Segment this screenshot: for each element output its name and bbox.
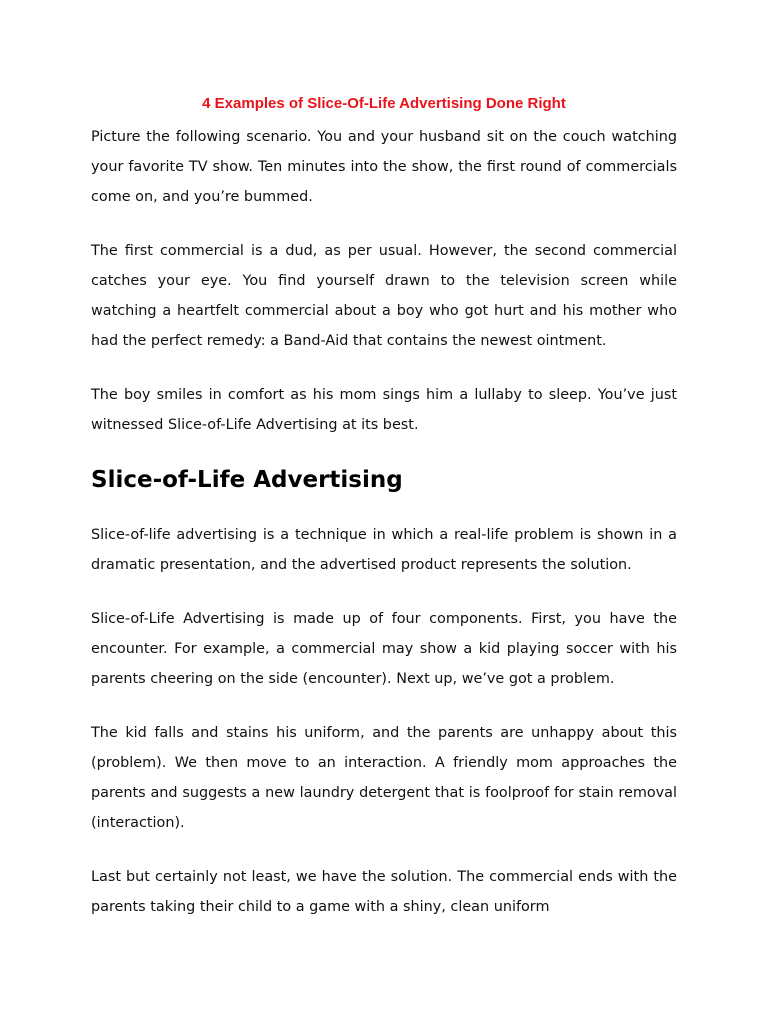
document-body [91,92,677,922]
paragraph-lullaby: The boy smiles in comfort as his mom sings him a lullaby to sleep. You’ve just witnessed Slice-of-Life Advertising at its best. [91,387,677,433]
paragraph-scenario: Picture the following scenario. You and your husband sit on the couch watching your favorite TV show. Ten minutes into the show, the first round of commercials come on, and you’re bummed. [91,129,677,205]
paragraph-definition: Slice-of-life advertising is a technique in which a real-life problem is shown in a dramatic presentation, and the advertised product represents the solution. [91,527,677,573]
paragraph-solution: Last but certainly not least, we have the solution. The commercial ends with the parents taking their child to a game with a shiny, clean uniform [91,869,677,915]
paragraph-components: Slice-of-Life Advertising is made up of four components. First, you have the encounter. For example, a commercial may show a kid playing soccer with his parents cheering on the side (encounter). Next up, we’ve got a problem. [91,611,677,687]
paragraph-commercial: The first commercial is a dud, as per usual. However, the second commercial catches your eye. You find yourself drawn to the television screen while watching a heartfelt commercial about a boy who got hurt and his mother who had the perfect remedy: a Band-Aid that contains the newest ointment. [91,243,677,349]
document-title: 4 Examples of Slice-Of-Life Advertising Done Right [202,95,566,112]
paragraph-problem-interaction: The kid falls and stains his uniform, and the parents are unhappy about this (problem). We then move to an interaction. A friendly mom approaches the parents and suggests a new laundry detergent that is foolproof for stain removal (interaction). [91,725,677,831]
section-heading: Slice-of-Life Advertising [91,467,403,493]
